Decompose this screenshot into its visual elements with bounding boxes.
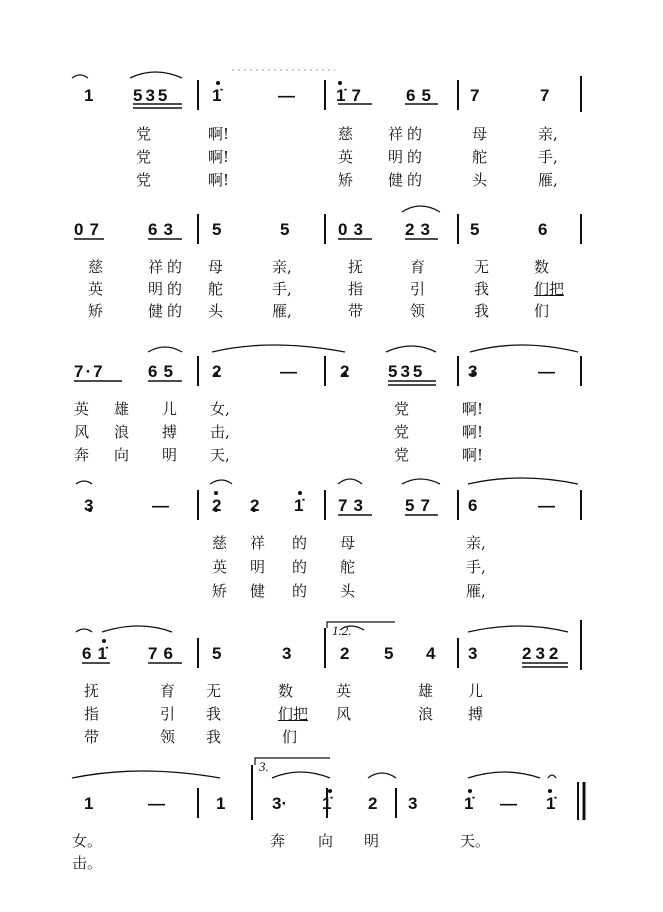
lyric: 手, <box>466 558 486 576</box>
lyric: 啊! <box>462 423 484 441</box>
lyric: 向 <box>114 446 130 464</box>
lyric: 明 <box>250 558 266 576</box>
lyric: 祥的 <box>388 125 427 143</box>
lyric: 天, <box>210 446 230 464</box>
note-group: 2 <box>250 496 260 515</box>
lyric: 亲, <box>466 534 486 552</box>
note-group: 5 <box>212 644 222 663</box>
note-group: 3 <box>84 496 94 515</box>
note-group: 1̇ <box>212 86 222 105</box>
dash-extension: — <box>152 496 169 515</box>
lyric: 母 <box>208 258 224 276</box>
lyric: 英 <box>88 280 104 298</box>
lyric: 啊! <box>208 171 230 189</box>
lyric: 的 <box>292 582 308 600</box>
lyric: 健的 <box>148 302 187 320</box>
lyric: 啊! <box>462 446 484 464</box>
lyric: 数 <box>534 258 550 276</box>
lyric: 带 <box>348 302 364 320</box>
lyric: 头 <box>208 302 224 320</box>
lyric: 们 <box>282 728 298 746</box>
lyric: 的 <box>292 534 308 552</box>
note-group: 57 <box>405 496 436 515</box>
lyric: 们把 <box>278 705 309 723</box>
lyric: 党 <box>394 446 410 464</box>
lyric: 的 <box>292 558 308 576</box>
lyric: 女。 <box>72 832 103 850</box>
lyric: 手, <box>538 148 558 166</box>
lyric: 矫 <box>88 302 104 320</box>
dash-extension: — <box>538 496 555 515</box>
dash-extension: — <box>278 86 295 105</box>
lyric: 无 <box>206 682 222 700</box>
lyric: 矫 <box>338 171 354 189</box>
dash-extension: — <box>500 794 517 813</box>
note-group: 2 <box>212 496 222 515</box>
volta-ending-label: 1.2. <box>332 623 352 638</box>
note-group: 3 <box>282 644 292 663</box>
lyric: 英 <box>212 558 228 576</box>
lyric: 慈 <box>88 258 104 276</box>
note-group: 535 <box>133 86 171 105</box>
lyric: 搏 <box>162 423 178 441</box>
note-group: 03 <box>338 220 369 239</box>
lyric: 党 <box>136 148 152 166</box>
lyric: 击, <box>210 423 230 441</box>
lyric: 祥的 <box>148 258 187 276</box>
lyric: 头 <box>472 171 488 189</box>
lyric: 数 <box>278 682 294 700</box>
dash-extension: — <box>280 362 297 381</box>
lyric: 舵 <box>340 558 356 576</box>
lyric: 女, <box>210 400 230 418</box>
lyric: 儿 <box>162 400 178 418</box>
lyric: 抚 <box>348 258 364 276</box>
lyric: 雁, <box>466 582 486 600</box>
lyric: 们 <box>534 302 550 320</box>
note-group: 65 <box>148 362 179 381</box>
lyric: 健的 <box>388 171 427 189</box>
note-group: 73 <box>338 496 369 515</box>
lyric: 啊! <box>208 148 230 166</box>
lyric: 育 <box>410 258 426 276</box>
lyric: 指 <box>84 705 100 723</box>
lyric: 带 <box>84 728 100 746</box>
lyric: 头 <box>340 582 356 600</box>
lyric: 明的 <box>388 148 427 166</box>
lyric: 风 <box>74 423 90 441</box>
lyric: 儿 <box>468 682 484 700</box>
note-group: 1̇ <box>294 496 304 515</box>
lyric: 向 <box>318 832 334 850</box>
fermata-note: 1̇ <box>546 794 556 813</box>
note-group: 7 <box>540 86 550 105</box>
note-group: 61̇ <box>82 644 113 663</box>
lyric: 育 <box>160 682 176 700</box>
lyric: 雁, <box>538 171 558 189</box>
note-group: 1̇ <box>322 794 332 813</box>
lyric: 天。 <box>460 832 491 850</box>
dash-extension: — <box>538 362 555 381</box>
lyric: 我 <box>206 705 222 723</box>
lyric: 我 <box>206 728 222 746</box>
note-group: 1̇7 <box>336 86 367 105</box>
note-group: 3· <box>272 794 288 813</box>
lyric: 引 <box>160 705 176 723</box>
lyric: 指 <box>348 280 364 298</box>
note-group: 2 <box>340 362 350 381</box>
note-group: 3 <box>468 362 478 381</box>
lyric: 矫 <box>212 582 228 600</box>
lyric: 奔 <box>270 832 286 850</box>
note-group: 65 <box>406 86 437 105</box>
lyric: 雁, <box>272 302 292 320</box>
lyric: 击。 <box>72 854 103 872</box>
lyric: 领 <box>410 302 426 320</box>
note-group: 23 <box>405 220 436 239</box>
lyric: 啊! <box>208 125 230 143</box>
note-group: 1 <box>216 794 226 813</box>
lyric: 党 <box>136 171 152 189</box>
note-group: 232 <box>522 644 563 663</box>
note-group: 4 <box>426 644 436 663</box>
lyric: 英 <box>74 400 90 418</box>
note-group: 7 <box>470 86 480 105</box>
lyric: 抚 <box>84 682 100 700</box>
lyric: 引 <box>410 280 426 298</box>
lyric: 雄 <box>114 400 130 418</box>
volta-ending-label: 3. <box>259 759 269 774</box>
note-group: 535 <box>388 362 426 381</box>
lyric: 领 <box>160 728 176 746</box>
lyric: 慈 <box>338 125 354 143</box>
lyric: 们把 <box>534 280 565 298</box>
lyric: 党 <box>394 400 410 418</box>
lyric: 党 <box>136 125 152 143</box>
dash-extension: — <box>148 794 165 813</box>
lyric: 无 <box>474 258 490 276</box>
lyric: 党 <box>394 423 410 441</box>
lyric: 亲, <box>538 125 558 143</box>
lyric: 浪 <box>114 423 130 441</box>
lyric: 雄 <box>418 682 434 700</box>
lyric: 英 <box>336 682 352 700</box>
note-group: 7·7 <box>74 362 105 381</box>
note-group: 3 <box>468 644 478 663</box>
note-group: 76 <box>148 644 179 663</box>
lyric: 健 <box>250 582 266 600</box>
note-group: 1̇ <box>464 794 474 813</box>
note-group: 6 <box>468 496 478 515</box>
lyric: 啊! <box>462 400 484 418</box>
lyric: 母 <box>340 534 356 552</box>
lyric: 明 <box>162 446 178 464</box>
lyric: 浪 <box>418 705 434 723</box>
lyric: 手, <box>272 280 292 298</box>
lyric: 风 <box>336 705 352 723</box>
note-group: 2 <box>340 644 350 663</box>
lyric: 搏 <box>468 705 484 723</box>
note-group: 6 <box>538 220 548 239</box>
note-group: 5 <box>212 220 222 239</box>
lyric: 祥 <box>250 534 266 552</box>
note-group: 5 <box>384 644 394 663</box>
lyric: 亲, <box>272 258 292 276</box>
note-group: 07 <box>74 220 105 239</box>
note-group: 2 <box>368 794 378 813</box>
lyric: 明的 <box>148 280 187 298</box>
note-group: 2 <box>212 362 222 381</box>
lyric: 我 <box>474 280 490 298</box>
note-group: 1 <box>84 86 94 105</box>
lyric: 明 <box>364 832 380 850</box>
note-group: 3 <box>408 794 418 813</box>
lyric: 我 <box>474 302 490 320</box>
lyric: 英 <box>338 148 354 166</box>
note-group: 5 <box>470 220 480 239</box>
note-group: 1 <box>84 794 94 813</box>
note-group: 5 <box>280 220 290 239</box>
lyric: 奔 <box>74 446 90 464</box>
lyric: 慈 <box>212 534 228 552</box>
note-group: 63 <box>148 220 179 239</box>
lyric: 舵 <box>472 148 488 166</box>
lyric: 舵 <box>208 280 224 298</box>
lyric: 母 <box>472 125 488 143</box>
